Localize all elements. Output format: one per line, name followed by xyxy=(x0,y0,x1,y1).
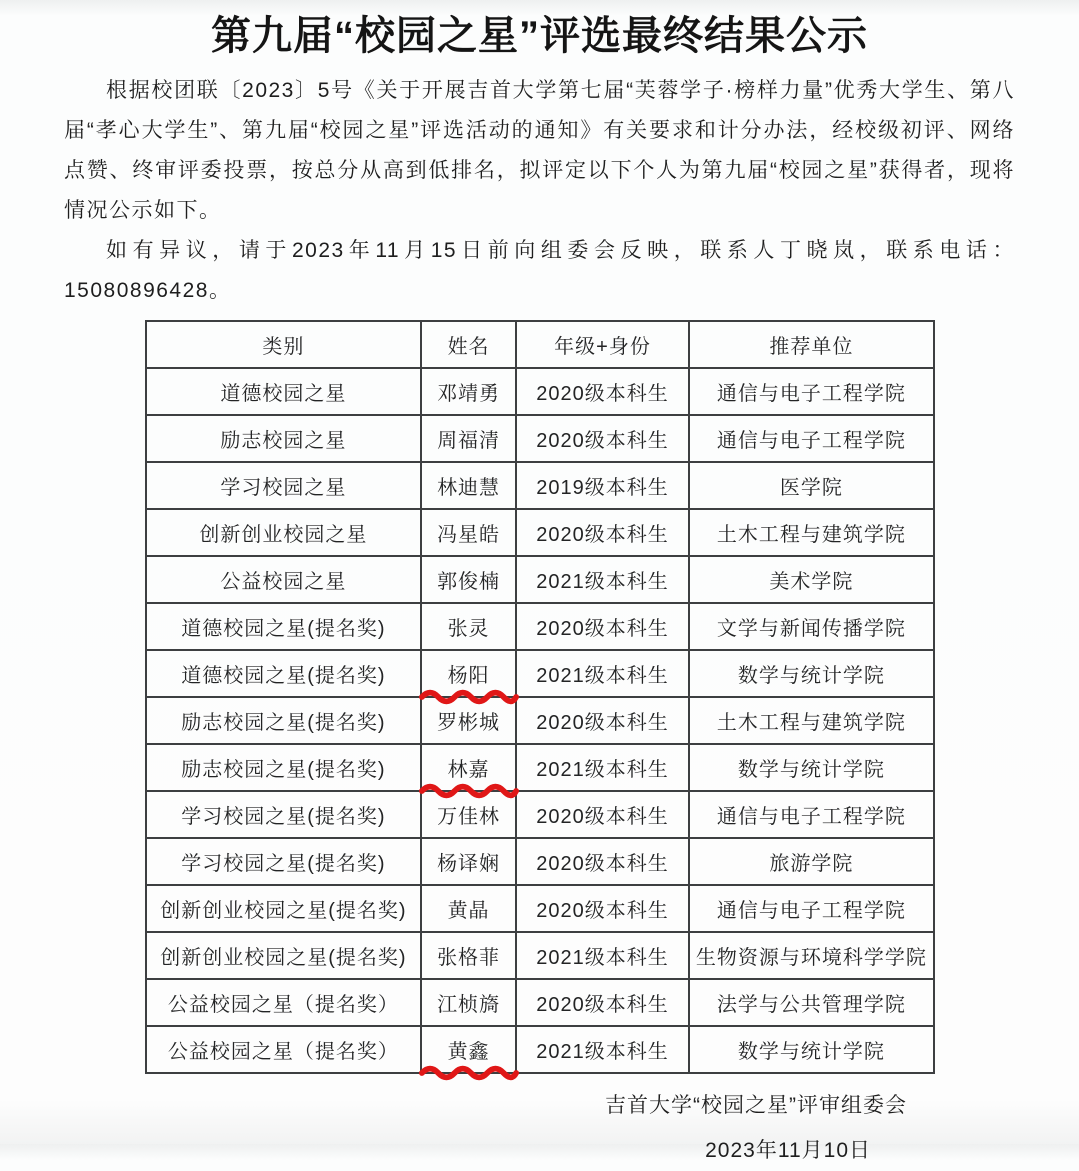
grade-cell: 2020级本科生 xyxy=(516,885,689,932)
grade-cell: 2021级本科生 xyxy=(516,650,689,697)
name-cell: 冯星皓 xyxy=(421,509,516,556)
issue-date: 2023年11月10日 xyxy=(705,1139,871,1162)
table-row xyxy=(146,1026,934,1073)
name-cell: 周福清 xyxy=(421,415,516,462)
category-cell: 公益校园之星 xyxy=(146,556,422,603)
unit-cell: 文学与新闻传播学院 xyxy=(689,603,933,650)
grade-cell: 2020级本科生 xyxy=(516,368,689,415)
name-cell: 罗彬城 xyxy=(421,697,516,744)
name-cell: 江桢旖 xyxy=(421,979,516,1026)
table-row xyxy=(146,462,934,509)
table-row xyxy=(146,838,934,885)
unit-cell: 通信与电子工程学院 xyxy=(689,415,933,462)
category-cell: 学习校园之星(提名奖) xyxy=(146,791,422,838)
table-row xyxy=(146,509,934,556)
category-cell: 创新创业校园之星 xyxy=(146,509,422,556)
category-cell: 学习校园之星 xyxy=(146,462,422,509)
category-cell: 道德校园之星 xyxy=(146,368,422,415)
name-cell: 杨译娴 xyxy=(421,838,516,885)
grade-cell: 2021级本科生 xyxy=(516,1026,689,1073)
table-row xyxy=(146,979,934,1026)
unit-cell: 数学与统计学院 xyxy=(689,650,933,697)
grade-cell: 2020级本科生 xyxy=(516,838,689,885)
category-cell: 励志校园之星 xyxy=(146,415,422,462)
grade-cell: 2020级本科生 xyxy=(516,979,689,1026)
table-row xyxy=(146,650,934,697)
unit-cell: 通信与电子工程学院 xyxy=(689,791,933,838)
intro-paragraph: 根据校团联〔2023〕5号《关于开展吉首大学第七届“芙蓉学子·榜样力量”优秀大学生、第八届“孝心大学生”、第九届“校园之星”评选活动的通知》有关要求和计分办法，经校级初评、网络点赞、终审评委投票，按总分从高到低排名，拟评定以下个人为第九届“校园之星”获得者，现将情况公示如下。 xyxy=(64,79,1015,222)
grade-cell: 2020级本科生 xyxy=(516,509,689,556)
table-row xyxy=(146,791,934,838)
header-grade: 年级+身份 xyxy=(516,321,689,368)
table-row xyxy=(146,744,934,791)
table-header-row xyxy=(146,321,934,368)
grade-cell: 2020级本科生 xyxy=(516,791,689,838)
table-row xyxy=(146,368,934,415)
grade-cell: 2020级本科生 xyxy=(516,603,689,650)
name-cell: 邓靖勇 xyxy=(421,368,516,415)
red-wavy-underline xyxy=(419,1064,519,1082)
grade-cell: 2019级本科生 xyxy=(516,462,689,509)
unit-cell: 土木工程与建筑学院 xyxy=(689,697,933,744)
name-cell: 万佳林 xyxy=(421,791,516,838)
category-cell: 创新创业校园之星(提名奖) xyxy=(146,885,422,932)
name-cell: 林迪慧 xyxy=(421,462,516,509)
grade-cell: 2020级本科生 xyxy=(516,697,689,744)
category-cell: 励志校园之星(提名奖) xyxy=(146,744,422,791)
name-cell: 张灵 xyxy=(421,603,516,650)
name-cell: 张格菲 xyxy=(421,932,516,979)
unit-cell: 医学院 xyxy=(689,462,933,509)
table-row xyxy=(146,556,934,603)
grade-cell: 2021级本科生 xyxy=(516,932,689,979)
table-row xyxy=(146,697,934,744)
table-row xyxy=(146,885,934,932)
issuer-organization: 吉首大学“校园之星”评审组委会 xyxy=(605,1094,907,1117)
table-row xyxy=(146,932,934,979)
name-cell: 林嘉 xyxy=(421,744,516,791)
category-cell: 公益校园之星（提名奖） xyxy=(146,1026,422,1073)
category-cell: 创新创业校园之星(提名奖) xyxy=(146,932,422,979)
unit-cell: 通信与电子工程学院 xyxy=(689,885,933,932)
table-row xyxy=(146,603,934,650)
grade-cell: 2020级本科生 xyxy=(516,415,689,462)
category-cell: 道德校园之星(提名奖) xyxy=(146,650,422,697)
header-category: 类别 xyxy=(146,321,422,368)
results-table-body xyxy=(146,368,934,1073)
header-name: 姓名 xyxy=(421,321,516,368)
name-cell: 黄晶 xyxy=(421,885,516,932)
table-row xyxy=(146,415,934,462)
category-cell: 励志校园之星(提名奖) xyxy=(146,697,422,744)
grade-cell: 2021级本科生 xyxy=(516,744,689,791)
unit-cell: 数学与统计学院 xyxy=(689,744,933,791)
unit-cell: 土木工程与建筑学院 xyxy=(689,509,933,556)
name-cell: 黄鑫 xyxy=(421,1026,516,1073)
header-unit: 推荐单位 xyxy=(689,321,933,368)
contact-paragraph: 如有异议，请于2023年11月15日前向组委会反映，联系人丁晓岚，联系电话：15080896428。 xyxy=(64,239,1015,302)
category-cell: 道德校园之星(提名奖) xyxy=(146,603,422,650)
grade-cell: 2021级本科生 xyxy=(516,556,689,603)
page-title: 第九届“校园之星”评选最终结果公示 xyxy=(211,14,868,58)
unit-cell: 生物资源与环境科学学院 xyxy=(689,932,933,979)
unit-cell: 数学与统计学院 xyxy=(689,1026,933,1073)
name-cell: 杨阳 xyxy=(421,650,516,697)
unit-cell: 法学与公共管理学院 xyxy=(689,979,933,1026)
category-cell: 学习校园之星(提名奖) xyxy=(146,838,422,885)
unit-cell: 旅游学院 xyxy=(689,838,933,885)
results-table xyxy=(145,320,935,1074)
document-body-text xyxy=(64,71,1015,311)
category-cell: 公益校园之星（提名奖） xyxy=(146,979,422,1026)
unit-cell: 美术学院 xyxy=(689,556,933,603)
name-cell: 郭俊楠 xyxy=(421,556,516,603)
unit-cell: 通信与电子工程学院 xyxy=(689,368,933,415)
document-footer xyxy=(0,1086,1079,1171)
